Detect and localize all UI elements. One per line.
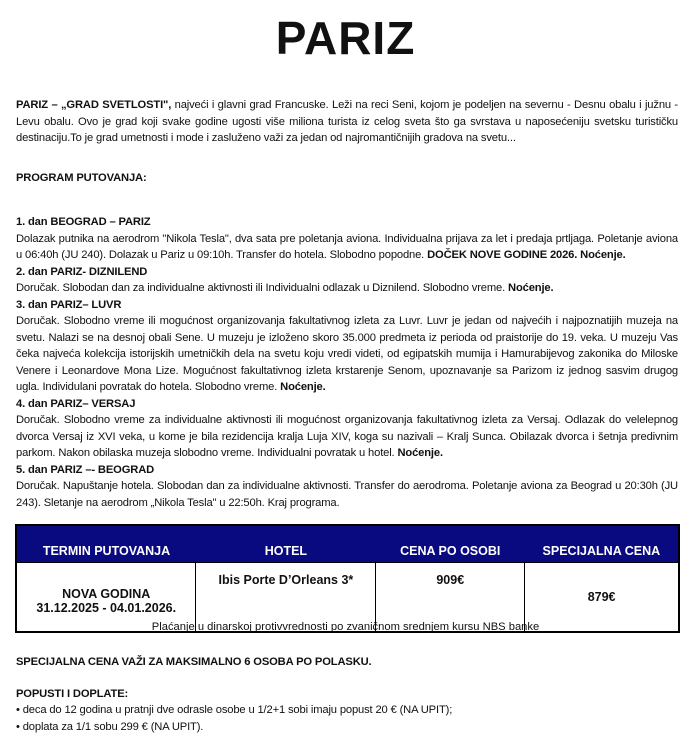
header-special-price: SPECIJALNA CENA <box>525 525 679 563</box>
term-dates: 31.12.2025 - 04.01.2026. <box>36 601 177 615</box>
list-item: • doplata za 1/1 sobu 299 € (NA UPIT). <box>16 720 204 733</box>
day-bold-end: Noćenje. <box>508 282 554 294</box>
term-name: NOVA GODINA <box>62 587 151 601</box>
discounts-heading: POPUSTI I DOPLATE: <box>16 688 129 700</box>
day-1 <box>16 214 678 264</box>
intro-text: najveći i glavni grad Francuske. Leži na reci Seni, kojom je podeljen na severnu - Desnu obalu i južnu - Levu obalu. Ovo je grad koji svake godine ugosti više miliona turista iz celog sveta što ga svrstava u naposećeniju svetsku turističku destinaciju.To je grad umetnosti i mode i zasluženo važi za jedan od najromantičnijih gradova na svetu... <box>16 99 679 144</box>
day-title: 2. dan PARIZ- DIZNILEND <box>16 265 148 278</box>
day-text: Doručak. Slobodno vreme ili mogućnost organizovanja fakultativnog izleta za Luvr. Luvr je jedan od najvećih i najpoznatijih muzeja na svetu. Nalazi se na desnoj obali Sene. U muzeju je izloženo skoro 35.000 predmeta iz perioda od praistorije do 19. veka. U muzeju Vas čeka najveća kolekcija istorijskih umetničkih dela na svetu koju vredi videti, od egipatskih mumija i Hamurabijevog zakonika do Miloske Venere i Leonardove Mona Lize. Mogućnost fakultativnog izleta krstarenje Senom, upoznavanje sa Parizom iz jednog sasvim drugog ugla. Individulani povratak do hotela. Slobodno vreme. <box>16 315 678 393</box>
price-table <box>15 524 680 633</box>
day-title: 3. dan PARIZ– LUVR <box>16 298 122 311</box>
intro-paragraph <box>16 97 678 147</box>
day-title: 4. dan PARIZ– VERSAJ <box>16 397 136 410</box>
day-bold-end: Noćenje. <box>397 447 443 459</box>
day-bold-end: DOČEK NOVE GODINE 2026. Noćenje. <box>427 249 626 261</box>
day-2 <box>16 264 678 297</box>
day-title: 5. dan PARIZ –- BEOGRAD <box>16 463 155 476</box>
day-3 <box>16 297 678 396</box>
day-5 <box>16 462 678 512</box>
day-text: Doručak. Slobodan dan za individualne aktivnosti ili Individualni odlazak u Diznilend. Slobodno vreme. <box>16 282 509 294</box>
special-price-note: SPECIJALNA CENA VAŽI ZA MAKSIMALNO 6 OSOBA PO POLASKU. <box>16 656 372 668</box>
discounts-list <box>16 702 678 735</box>
day-text: Doručak. Napuštanje hotela. Slobodan dan za individualne aktivnosti. Transfer do aerodroma. Poletanje aviona za Beograd u 20:30h (JU 243). Sletanje na aerodrom „Nikola Tesla" u 22:50h. Kraj programa. <box>16 480 678 509</box>
payment-note: Plaćanje u dinarskoj protivvrednosti po zvaničnom srednjem kursu NBS banke <box>151 621 540 633</box>
cell-hotel: Ibis Porte D’Orleans 3* <box>196 563 376 633</box>
intro-heading: PARIZ – „GRAD SVETLOSTI", <box>16 99 172 111</box>
list-item: • deca do 12 godina u pratnji dve odrasle osobe u 1/2+1 sobi imaju popust 20 € (NA UPIT); <box>16 704 453 716</box>
page-title: PARIZ <box>275 12 416 64</box>
cell-price: 909€ <box>376 563 525 633</box>
day-text: Dolazak putnika na aerodrom "Nikola Tesla", dva sata pre poletanja aviona. Individualna prijava za let i predaja prtljaga. Poletanje aviona u 06:40h (JU 240). Dolazak u Pariz u 09:10h. Transfer do hotela. Slobodno popodne. <box>16 232 678 261</box>
header-price: CENA PO OSOBI <box>376 525 525 563</box>
header-hotel: HOTEL <box>196 525 376 563</box>
day-bold-end: Noćenje. <box>280 381 326 393</box>
itinerary <box>16 214 678 511</box>
program-heading: PROGRAM PUTOVANJA: <box>16 172 147 184</box>
cell-special-price: 879€ <box>525 563 679 633</box>
table-header-row <box>16 525 679 563</box>
day-title: 1. dan BEOGRAD – PARIZ <box>16 216 151 228</box>
header-term: TERMIN PUTOVANJA <box>16 525 196 563</box>
day-4 <box>16 396 678 462</box>
day-text: Doručak. Slobodno vreme za individualne aktivnosti ili mogućnost organizovanja fakultativnog izleta za Versaj. Odlazak do velelepnog dvorca Versaj iz XVI veka, u kome je bila rezidencija kralja Luja XIV, koga su nazivali – Kralj Sunca. Obilazak dvorca i šetnja predivnim parkom. Nakon obilaska muzeja slobodno vreme. Individualni povratak u hotel. <box>16 414 678 459</box>
